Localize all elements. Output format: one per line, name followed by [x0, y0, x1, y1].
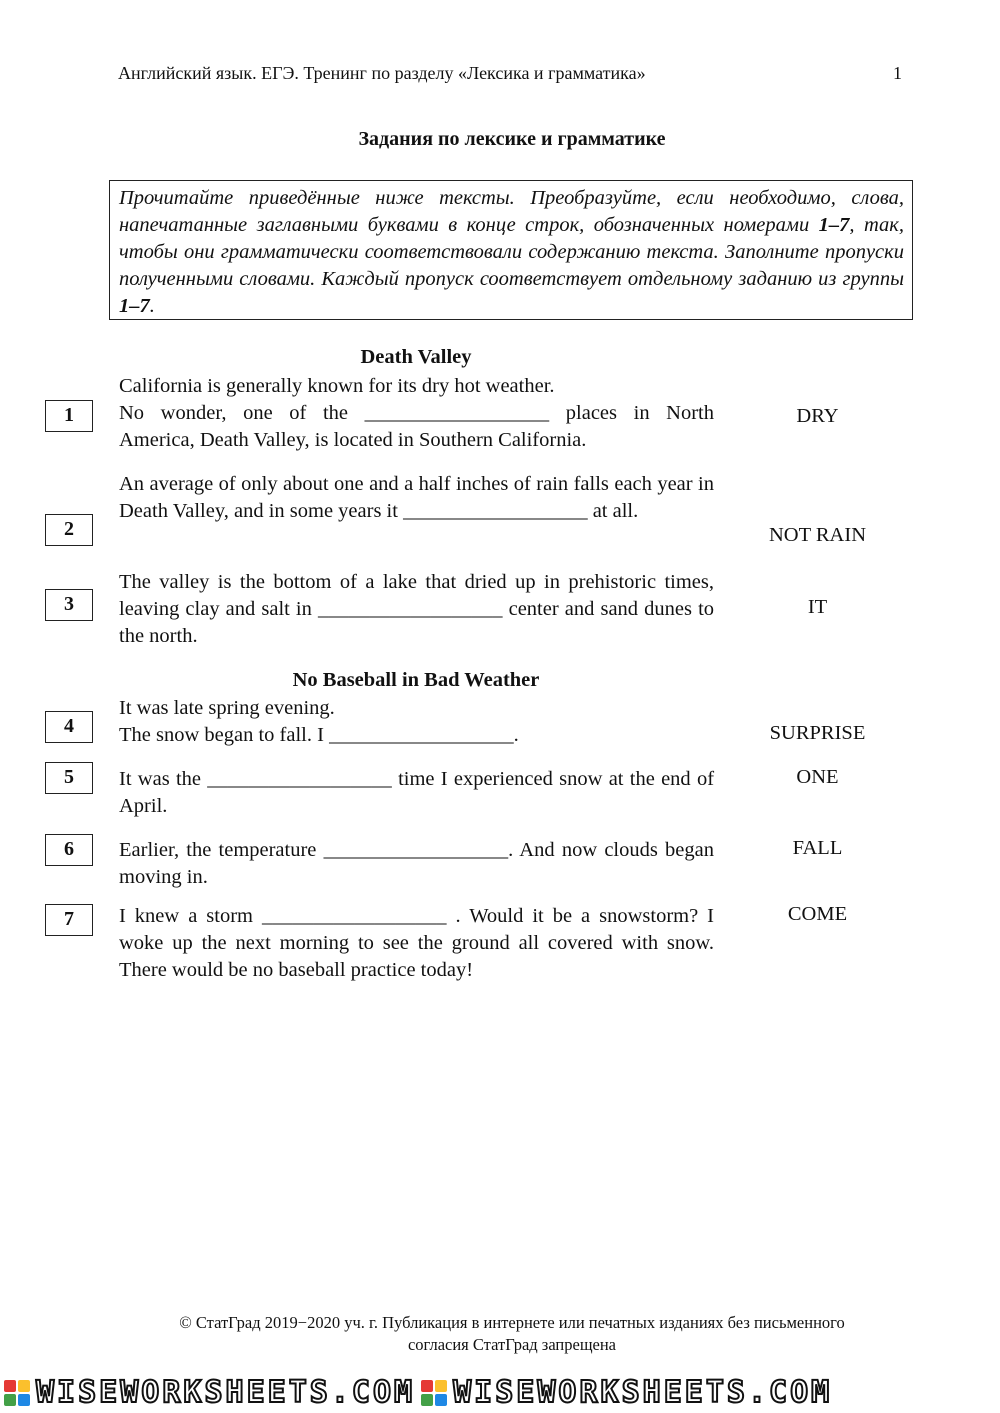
task-number-box-3: 3: [45, 589, 93, 621]
task-number-box-5: 5: [45, 762, 93, 794]
text-intro-2: It was late spring evening.: [119, 697, 335, 719]
task-number-box-4: 4: [45, 711, 93, 743]
task-number-box-1: 1: [45, 400, 93, 432]
task-4-text: It was late spring evening. The snow began to fall. I __________________.: [119, 695, 714, 749]
watermark-text: WISEWORKSHEETS.COM: [36, 1375, 416, 1410]
answer-blank-1[interactable]: __________________: [364, 402, 550, 424]
text-heading-no-baseball: No Baseball in Bad Weather: [292, 669, 540, 691]
task-word-5: ONE: [796, 766, 839, 788]
task-1-text: California is generally known for its dry hot weather. No wonder, one of the __________________ places in North America, Death Valley, is located in Southern California.: [119, 375, 715, 451]
task-word-1: DRY: [796, 405, 839, 427]
task-3-text: The valley is the bottom of a lake that dried up in prehistoric times, leaving clay and salt in __________________ center and sand dunes to the north.: [119, 571, 715, 647]
task-word-3: IT: [807, 596, 828, 618]
task-6-text: Earlier, the temperature __________________. And now clouds began moving in.: [119, 839, 714, 888]
answer-blank-6[interactable]: __________________: [323, 839, 509, 861]
task-number-box-2: 2: [45, 514, 93, 546]
watermark-banner: [0, 1372, 1000, 1413]
answer-blank-5[interactable]: __________________: [207, 768, 392, 790]
answer-blank-7[interactable]: __________________: [261, 905, 447, 927]
wiseworksheets-logo-icon: [4, 1380, 30, 1406]
task-word-4: SURPRISE: [769, 722, 866, 744]
task-5-text: It was the __________________ time I experienced snow at the end of April.: [119, 768, 715, 817]
copyright-footer: [0, 1312, 1000, 1356]
instruction-range-1: 1–7: [818, 214, 850, 236]
task-number-box-6: 6: [45, 834, 93, 866]
task-word-7: COME: [787, 903, 848, 925]
page-header-title: Английский язык. ЕГЭ. Тренинг по разделу «Лексика и грамматика»: [118, 63, 646, 83]
task-word-6: FALL: [792, 837, 843, 859]
footer-line-2: согласия СтатГрад запрещена: [407, 1335, 617, 1354]
footer-line-1: © СтатГрад 2019−2020 уч. г. Публикация в интернете или печатных изданиях без письменного: [179, 1313, 845, 1332]
section-title: Задания по лексике и грамматике: [358, 128, 666, 150]
instruction-text-1: Прочитайте приведённые ниже тексты. Преобразуйте, если необходимо, слова, напечатанные заглавными буквами в конце строк, обозначенных номерами: [119, 187, 904, 236]
instruction-text-2: , так, чтобы они грамматически соответствовали содержанию текста. Заполните пропуски полученными словами. Каждый пропуск соответствует отдельному заданию из группы: [119, 214, 904, 290]
instruction-text-3: .: [149, 295, 155, 317]
instruction-range-2: 1–7: [119, 295, 150, 317]
instruction-box: [109, 180, 913, 320]
text-intro-1: California is generally known for its dry hot weather.: [119, 375, 555, 397]
task-word-2: NOT RAIN: [769, 524, 866, 546]
wiseworksheets-logo-icon-2: [421, 1380, 447, 1406]
task-number-box-7: 7: [45, 904, 93, 936]
task-7-text: I knew a storm __________________ . Would it be a snowstorm? I woke up the next morning to see the ground all covered with snow. There would be no baseball practice today!: [119, 905, 715, 981]
task-2-text: An average of only about one and a half inches of rain falls each year in Death Valley, and in some years it __________________ at all.: [119, 473, 714, 522]
page-number: 1: [893, 63, 902, 83]
answer-blank-3[interactable]: __________________: [318, 598, 503, 620]
answer-blank-4[interactable]: __________________: [329, 724, 514, 746]
watermark-text-2: WISEWORKSHEETS.COM: [453, 1375, 833, 1410]
answer-blank-2[interactable]: __________________: [403, 500, 588, 522]
text-heading-death-valley: Death Valley: [360, 346, 472, 368]
task-1-line: No wonder, one of the __________________ places in North: [119, 402, 715, 424]
